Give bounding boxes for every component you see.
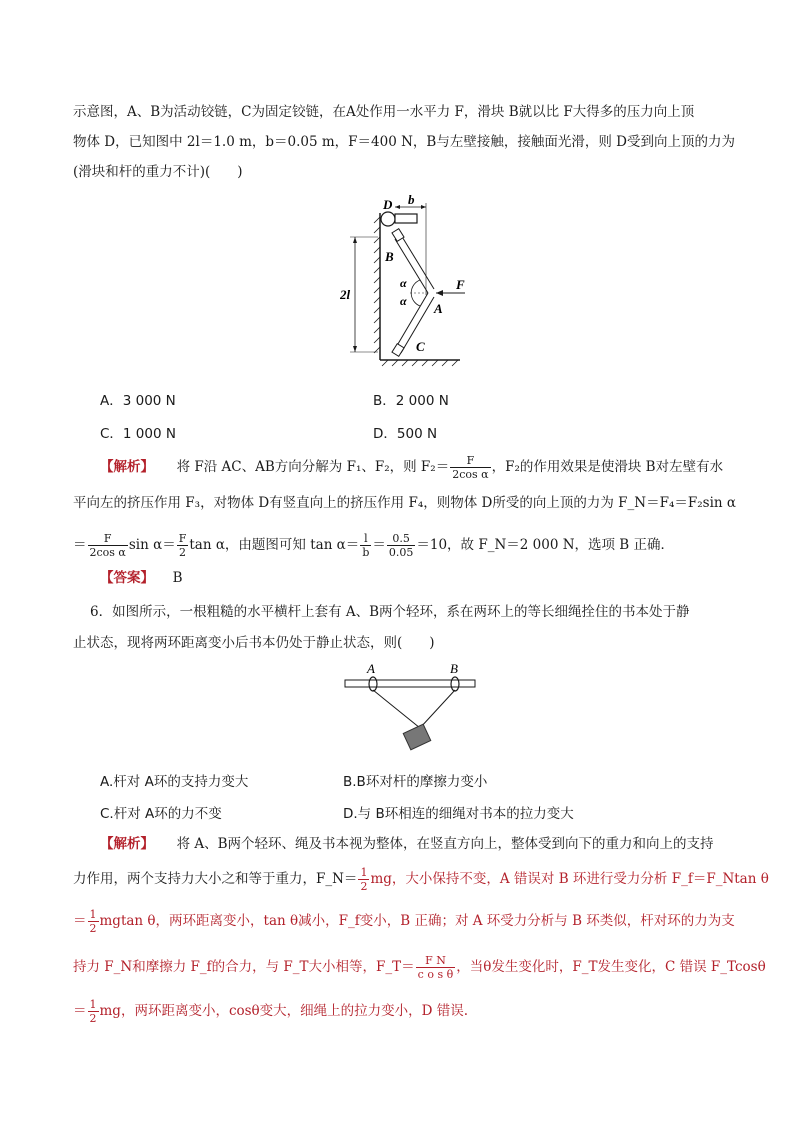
label-b: b — [408, 195, 415, 207]
label-2l: 2l — [340, 287, 351, 302]
q6-option-c[interactable]: C.杆对 A环的力不变 — [100, 806, 222, 822]
label-ring-A: A — [367, 661, 375, 676]
q5-answer — [100, 568, 183, 588]
analysis-tag: 【解析】 — [100, 459, 154, 475]
q5-analysis-line3: ＝ $\frac{F}{\text{2cos α}}$ sin α＝ $\frac{F}{2}$ tan α，由题图可知 tan α＝ $\frac{l}{b}$ ＝ $\frac{0.5}{0.05}$ ＝10，故 F_N＝2 000 N，选项 B 正确． — [73, 532, 675, 559]
q6-stem-line1: 6．如图所示，一根粗糙的水平横杆上套有 A、B两个轻环，系在两环上的等长细绳拴住的书本处于静 — [90, 604, 690, 620]
q5-option-b[interactable]: B．2 000 N — [373, 393, 449, 409]
q5-stem-line2: 物体 D，已知图中 2l＝1.0 m，b＝0.05 m，F＝400 N，B与左壁接触，接触面光滑，则 D受到向上顶的力为 — [73, 134, 735, 150]
q6-analysis-line1: 【解析】 将 A、B两个轻环、绳及书本视为整体，在竖直方向上，整体受到向下的重力和向上的支持 — [100, 836, 714, 852]
analysis-tag-q6: 【解析】 — [100, 836, 154, 852]
q6-figure — [340, 658, 485, 758]
label-A: A — [434, 301, 443, 316]
label-alpha-top: α — [400, 276, 407, 290]
label-F: F — [456, 277, 465, 292]
label-alpha-bottom: α — [400, 294, 407, 308]
q5-figure — [340, 195, 480, 370]
q6-analysis-line4: 持力 F_N和摩擦力 F_f的合力，与 F_T大小相等，F_T＝ $\frac{\text{F N}}{\text{c o s θ}}$ ，当θ发生变化时，F_T发生变化，C 错误 F_Tcosθ — [73, 954, 766, 981]
q5-option-d[interactable]: D．500 N — [373, 426, 438, 442]
q5-option-a[interactable]: A．3 000 N — [100, 393, 176, 409]
label-C: C — [416, 339, 425, 354]
q6-option-b[interactable]: B.B环对杆的摩擦力变小 — [343, 774, 488, 790]
q5-option-c[interactable]: C．1 000 N — [100, 426, 176, 442]
q6-analysis-line2: 力作用，两个支持力大小之和等于重力，F_N＝ $\frac{1}{2}$ mg，大小保持不变，A 错误对 B 环进行受力分析 F_f＝F_Ntan θ — [73, 866, 769, 893]
q5-analysis-line1: 【解析】 将 F沿 AC、AB方向分解为 F₁、F₂，则 F₂＝ $\frac{F}{\text{2cos α}}$ ，F₂的作用效果是使滑块 B对左壁有水 — [100, 454, 724, 481]
label-B: B — [385, 249, 394, 264]
q6-stem-line2: 止状态，现将两环距离变小后书本仍处于静止状态，则( ) — [73, 635, 435, 651]
q5-stem-line3: (滑块和杆的重力不计)( ) — [73, 164, 243, 180]
q5-analysis-line2: 平向左的挤压作用 F₃，对物体 D有竖直向上的挤压作用 F₄，则物体 D所受的向上顶的力为 F_N＝F₄＝F₂sin α — [73, 495, 736, 511]
label-ring-B: B — [450, 661, 458, 676]
answer-tag: 【答案】 — [100, 570, 154, 586]
answer-value: B — [172, 570, 183, 586]
q6-analysis-line3: ＝ $\frac{1}{2}$ mgtan θ，两环距离变小，tan θ减小，F_f变小，B 正确；对 A 环受力分析与 B 环类似，杆对环的力为支 — [73, 908, 735, 935]
book — [403, 724, 431, 750]
q6-option-d[interactable]: D.与 B环相连的细绳对书本的拉力变大 — [343, 806, 574, 822]
q5-stem-line1: 示意图，A、B为活动铰链，C为固定铰链，在A处作用一水平力 F，滑块 B就以比 F大得多的压力向上顶 — [73, 104, 695, 120]
q6-analysis-line5: ＝ $\frac{1}{2}$ mg，两环距离变小，cosθ变大，细绳上的拉力变小，D 错误. — [73, 998, 469, 1025]
object-d — [381, 212, 395, 226]
q6-option-a[interactable]: A.杆对 A环的支持力变大 — [100, 774, 249, 790]
label-d: D — [383, 197, 393, 212]
